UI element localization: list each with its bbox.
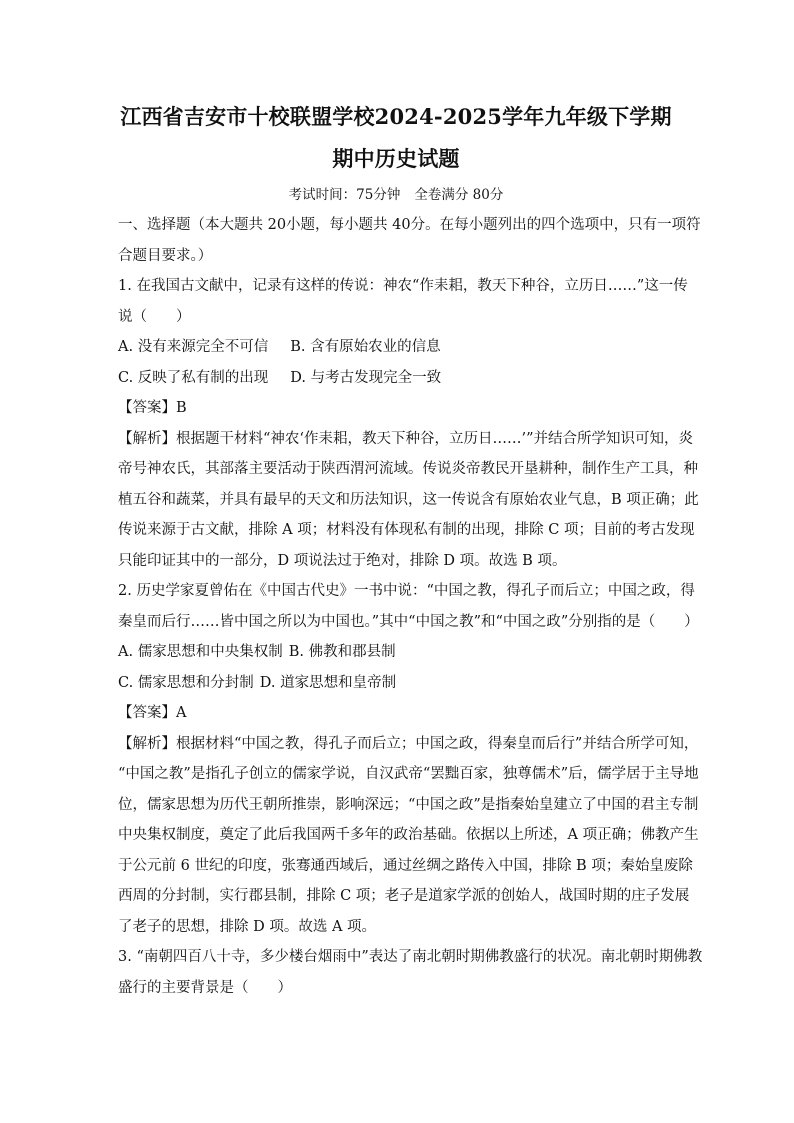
question-1-analysis-line5: 只能印证其中的一部分，D 项说法过于绝对，排除 D 项。故选 B 项。 <box>118 552 567 569</box>
question-2-analysis-line6: 西周的分封制，实行郡县制，排除 C 项；老子是道家学派的创始人，战国时期的庄子发展 <box>118 888 690 904</box>
question-1-option-c: C. 反映了私有制的出现 <box>118 369 269 386</box>
question-2-answer: 【答案】A <box>118 705 187 721</box>
exam-info <box>118 186 674 204</box>
question-3-stem-line1: 3. “南朝四百八十寺，多少楼台烟雨中”表达了南北朝时期佛教盛行的状况。南北朝时期佛教 <box>118 949 703 965</box>
question-2-stem-line2: 秦皇而后行……皆中国之所以为中国也。”其中“中国之教”和“中国之政”分别指的是（ ） <box>118 613 699 630</box>
question-2-analysis-line4: 中央集权制度，奠定了此后我国两千多年的政治基础。依据以上所述，A 项正确；佛教产生 <box>118 827 699 843</box>
question-1-analysis-line3: 植五谷和蔬菜，并具有最早的天文和历法知识，这一传说含有原始农业气息，B 项正确；此 <box>118 491 699 508</box>
question-2-analysis-line7: 了老子的思想，排除 D 项。故选 A 项。 <box>118 918 377 935</box>
question-2-analysis-line5: 于公元前 6 世纪的印度，张骞通西域后，通过丝绸之路传入中国，排除 B 项；秦始皇废除 <box>118 857 693 874</box>
question-1-analysis-line4: 传说来源于古文献，排除 A 项；材料没有体现私有制的出现，排除 C 项；目前的考古发现 <box>118 522 695 538</box>
question-1-option-d: D. 与考古发现完全一致 <box>290 369 442 386</box>
question-1-option-b: B. 含有原始农业的信息 <box>290 339 441 355</box>
question-3-stem-line2: 盛行的主要背景是（ ） <box>118 979 292 996</box>
question-1-options-row2 <box>118 363 674 394</box>
section-instructions-line1: 一、选择题（本大题共 20小题，每小题共 40分。在每小题列出的四个选项中，只有一项符 <box>118 217 701 233</box>
question-3 <box>118 942 703 1003</box>
question-2-option-b: B. 佛教和郡县制 <box>288 644 396 660</box>
question-2-analysis-line2: “中国之教”是指孔子创立的儒家学说，自汉武帝“罢黜百家，独尊儒术”后，儒学居于主导地 <box>118 766 699 782</box>
question-1-analysis-line1: 【解析】根据题干材料“神农‘作耒耜，教天下种谷，立历日……’”并结合所学知识可知，炎 <box>118 430 694 447</box>
question-2-stem-line1: 2. 历史学家夏曾佑在《中国古代史》一书中说：“中国之教，得孔子而后立；中国之政，得 <box>118 583 695 599</box>
question-1 <box>118 271 699 576</box>
question-2-option-d: D. 道家思想和皇帝制 <box>259 674 397 691</box>
question-2-options-row1 <box>118 637 674 668</box>
question-2-option-a: A. 儒家思想和中央集权制 <box>118 644 283 660</box>
section-instructions-line2: 合题目要求。） <box>118 247 213 264</box>
question-1-answer: 【答案】B <box>118 400 187 416</box>
question-1-stem-line2: 说（ ） <box>118 308 191 325</box>
question-2-option-c: C. 儒家思想和分封制 <box>118 674 254 691</box>
question-2 <box>118 576 699 942</box>
exam-title-line2: 期中历史试题 <box>332 146 460 171</box>
question-2-options-row2 <box>118 668 674 699</box>
question-2-analysis-line1: 【解析】根据材料“中国之教，得孔子而后立；中国之政，得秦皇而后行”并结合所学可知， <box>118 735 699 752</box>
exam-title-line1: 江西省吉安市十校联盟学校2024-2025学年九年级下学期 <box>120 104 672 129</box>
question-2-analysis-line3: 位，儒家思想为历代王朝所推崇，影响深远；“中国之政”是指秦始皇建立了中国的君主专制 <box>118 796 699 813</box>
exam-time: 考试时间：75分钟 <box>288 187 401 203</box>
full-score: 全卷满分 80分 <box>414 187 504 203</box>
question-1-option-a: A. 没有来源完全不可信 <box>118 339 269 355</box>
question-1-options-row1 <box>118 332 674 363</box>
question-1-stem-line1: 1. 在我国古文献中，记录有这样的传说：神农“作耒耜，教天下种谷，立历日……”这一传 <box>118 278 688 294</box>
question-1-analysis-line2: 帝号神农氏，其部落主要活动于陕西渭河流域。传说炎帝教民开垦耕种，制作生产工具，种 <box>118 461 698 477</box>
